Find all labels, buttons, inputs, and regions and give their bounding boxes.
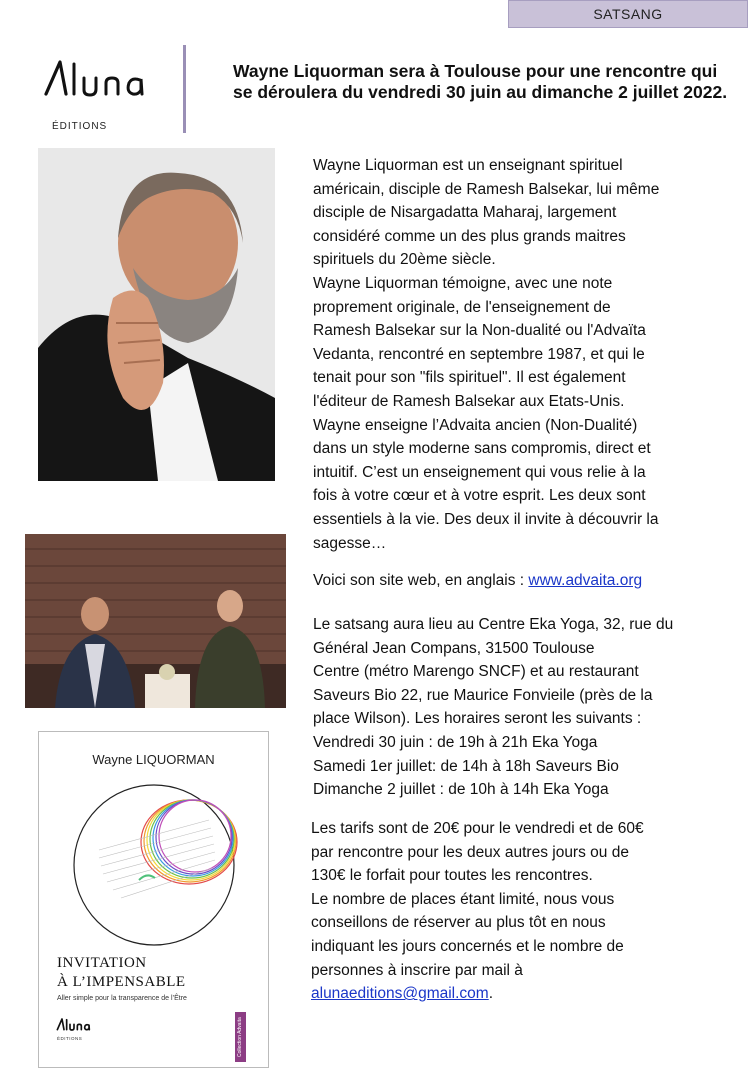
text-line: proprement originale, de l'enseignement de — [313, 298, 611, 316]
text-line: l'éditeur de Ramesh Balsekar aux Etats-Unis. — [313, 392, 625, 410]
text-line: Général Jean Compans, 31500 Toulouse — [313, 639, 595, 657]
text-line: 130€ le forfait pour toutes les rencontres. — [311, 867, 593, 885]
book-author: Wayne LIQUORMAN — [92, 752, 215, 767]
text-line: intuitif. C’est un enseignement qui vous relie à la — [313, 463, 646, 481]
text-line: par rencontre pour les deux autres jours ou de — [311, 843, 629, 861]
location-paragraph — [313, 613, 738, 802]
aluna-logo-mark — [40, 50, 170, 115]
email-link[interactable]: alunaeditions@gmail.com — [311, 985, 489, 1003]
website-prefix: Voici son site web, en anglais : — [313, 572, 529, 589]
book-title-line1: INVITATION — [57, 955, 147, 971]
text-line: Les tarifs sont de 20€ pour le vendredi et de 60€ — [311, 820, 644, 837]
text-line: Centre (métro Marengo SNCF) et au restaurant — [313, 663, 639, 681]
text-line: indiquant les jours concernés et le nombre de — [311, 937, 624, 955]
text-line: Vendredi 30 juin : de 19h à 21h Eka Yoga — [313, 733, 598, 751]
text-line: disciple de Nisargadatta Maharaj, largement — [313, 204, 617, 222]
text-line: Ramesh Balsekar sur la Non-dualité ou l'Advaïta — [313, 322, 646, 340]
header-divider — [183, 45, 186, 133]
text-line: Le satsang aura lieu au Centre Eka Yoga, 32, rue du — [313, 616, 674, 633]
book-title — [57, 954, 247, 992]
book-publisher-logo — [55, 1015, 99, 1035]
logo-subtitle: ÉDITIONS — [52, 121, 108, 132]
text-line: place Wilson). Les horaires seront les suivants : — [313, 710, 642, 728]
text-line: spirituels du 20ème siècle. — [313, 251, 496, 269]
text-line: sagesse… — [313, 534, 387, 552]
book-collection-band: Collection Advaita — [235, 1012, 246, 1062]
text-line: tenait pour son "fils spirituel". Il est également — [313, 369, 626, 387]
pricing-paragraph — [311, 817, 721, 1006]
book-title-line2: À L’IMPENSABLE — [57, 974, 186, 990]
text-line: Le nombre de places étant limité, nous vous — [311, 890, 615, 908]
email-suffix: . — [488, 985, 494, 1003]
book-subtitle: Aller simple pour la transparence de l’Être — [57, 995, 187, 1002]
text-line: Wayne enseigne l’Advaita ancien (Non-Dualité) — [313, 416, 638, 434]
text-line: Samedi 1er juillet: de 14h à 18h Saveurs Bio — [313, 757, 619, 775]
text-line: essentiels à la vie. Des deux il invite à découvrir la — [313, 510, 659, 528]
text-line: Dimanche 2 juillet : de 10h à 14h Eka Yoga — [313, 781, 609, 799]
email-line — [311, 982, 721, 1006]
intro-paragraph — [313, 154, 723, 555]
text-line: américain, disciple de Ramesh Balsekar, lui même — [313, 180, 660, 198]
website-paragraph — [313, 569, 733, 593]
section-tag: SATSANG — [508, 0, 748, 28]
text-line: Saveurs Bio 22, rue Maurice Fonvieile (près de la — [313, 686, 653, 704]
text-line: considéré comme un des plus grands maitres — [313, 227, 626, 245]
book-cover — [38, 731, 269, 1068]
satsang-photo — [25, 534, 286, 708]
text-line: dans un style moderne sans compromis, direct et — [313, 440, 651, 458]
headline: Wayne Liquorman sera à Toulouse pour une rencontre qui se déroulera du vendredi 30 juin au dimanche 2 juillet 2022. — [233, 61, 728, 102]
book-publisher-sub: ÉDITIONS — [57, 1036, 83, 1041]
text-line: Wayne Liquorman témoigne, avec une note — [313, 274, 613, 292]
book-illustration — [59, 780, 249, 950]
portrait-photo — [38, 148, 275, 481]
text-line: conseillons de réserver au plus tôt en nous — [311, 914, 606, 932]
text-line: fois à votre cœur et à votre esprit. Les deux sont — [313, 487, 646, 505]
text-line: Wayne Liquorman est un enseignant spirituel — [313, 157, 623, 174]
text-line: personnes à inscrire par mail à — [311, 961, 523, 979]
website-link[interactable]: www.advaita.org — [528, 572, 643, 589]
aluna-logo — [40, 50, 170, 140]
text-line: Vedanta, rencontré en septembre 1987, et qui le — [313, 345, 645, 363]
